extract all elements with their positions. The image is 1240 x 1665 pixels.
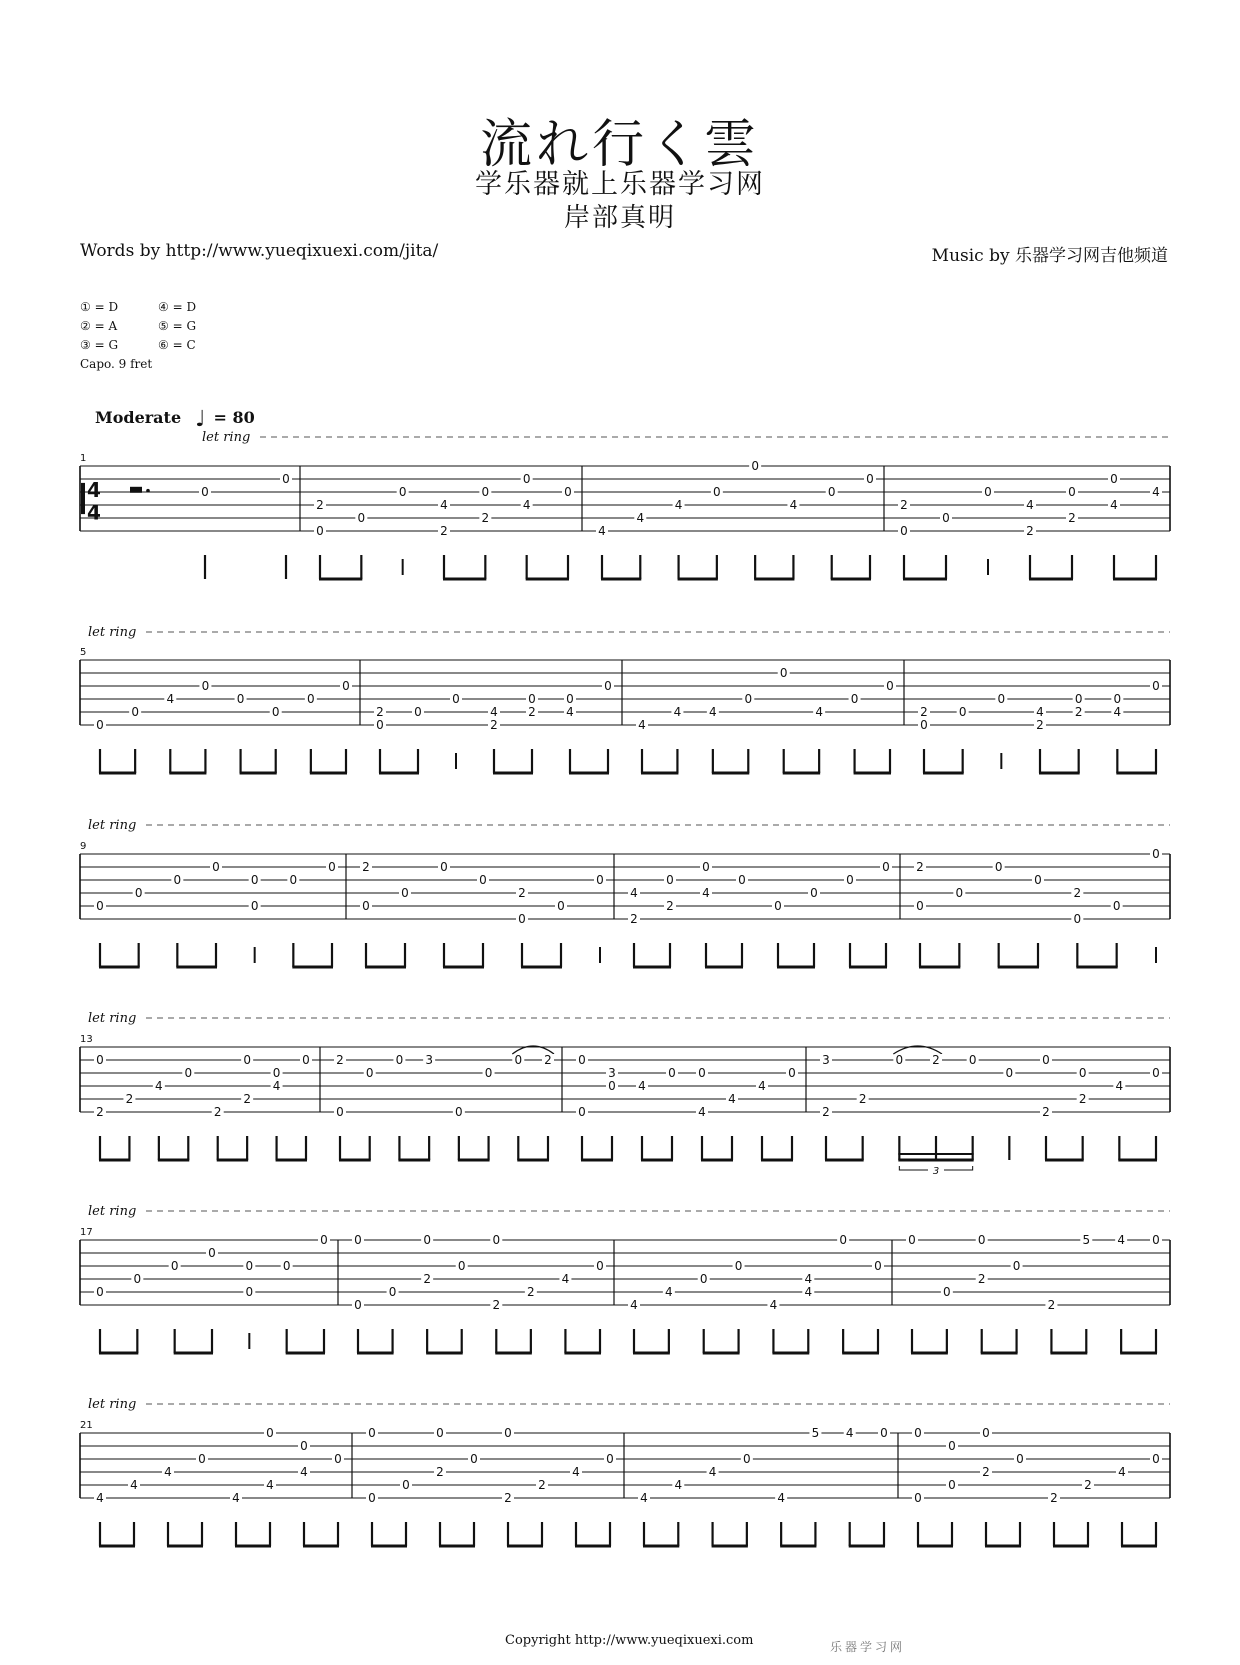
- fret-number: 0: [564, 485, 572, 499]
- fret-number: 0: [320, 1233, 328, 1247]
- words-credit: Words by http://www.yueqixuexi.com/jita/: [80, 241, 439, 261]
- fret-number: 0: [452, 692, 460, 706]
- fret-number: 2: [504, 1491, 512, 1505]
- fret-number: 2: [666, 899, 674, 913]
- fret-number: 0: [997, 692, 1006, 706]
- rest-dot: [146, 489, 150, 493]
- fret-number: 0: [734, 1259, 743, 1273]
- fret-number: 0: [914, 1491, 922, 1505]
- quarter-note-icon: ♩: [195, 406, 206, 432]
- fret-number: 0: [514, 1053, 523, 1067]
- fret-number: 0: [455, 1105, 463, 1119]
- fret-number: 0: [1042, 1053, 1050, 1067]
- fret-number: 0: [457, 1259, 466, 1273]
- fret-number: 0: [368, 1426, 376, 1440]
- fret-number: 2: [982, 1465, 990, 1479]
- fret-number: 0: [302, 1053, 310, 1067]
- fret-number: 0: [212, 860, 220, 874]
- let-ring-label: let ring: [88, 1397, 137, 1412]
- fret-number: 0: [578, 1053, 586, 1067]
- fret-number: 0: [668, 1066, 676, 1080]
- fret-number: 0: [354, 1233, 362, 1247]
- fret-number: 4: [630, 1298, 638, 1312]
- tuning-string-5: ⑤ = G: [158, 319, 197, 333]
- fret-number: 0: [596, 1259, 604, 1273]
- fret-number: 0: [948, 1439, 956, 1453]
- fret-number: 3: [608, 1066, 616, 1080]
- fret-number: 0: [1152, 1452, 1160, 1466]
- fret-number: 0: [738, 873, 746, 887]
- fret-number: 0: [779, 666, 788, 680]
- fret-number: 0: [578, 1105, 586, 1119]
- fret-number: 4: [673, 705, 682, 719]
- fret-number: 0: [300, 1439, 308, 1453]
- fret-number: 2: [490, 718, 498, 732]
- fret-number: 0: [368, 1491, 376, 1505]
- measure-number: 1: [80, 453, 87, 464]
- fret-number: 4: [636, 511, 645, 525]
- footer-watermark: 乐器学习网: [830, 1640, 906, 1654]
- fret-number: 0: [1152, 679, 1160, 693]
- triplet-number: 3: [932, 1166, 940, 1177]
- fret-number: 0: [266, 1426, 274, 1440]
- fret-number: 0: [282, 472, 290, 486]
- fret-number: 2: [1047, 1298, 1056, 1312]
- fret-number: 2: [362, 860, 370, 874]
- fret-number: 4: [130, 1478, 138, 1492]
- fret-number: 2: [1074, 705, 1083, 719]
- fret-number: 0: [436, 1426, 444, 1440]
- fret-number: 2: [376, 705, 384, 719]
- fret-number: 0: [272, 1066, 281, 1080]
- measure-number: 21: [80, 1420, 93, 1431]
- fret-number: 0: [402, 1478, 410, 1492]
- fret-number: 4: [598, 524, 606, 538]
- fret-number: 4: [674, 1478, 683, 1492]
- fret-number: 0: [1078, 1066, 1087, 1080]
- fret-number: 0: [1012, 1259, 1021, 1273]
- let-ring-label: let ring: [88, 1204, 137, 1219]
- fret-number: 0: [236, 692, 245, 706]
- let-ring-label: let ring: [88, 818, 137, 833]
- fret-number: 2: [96, 1105, 104, 1119]
- fret-number: 2: [213, 1105, 222, 1119]
- fret-number: 0: [481, 485, 490, 499]
- fret-number: 4: [815, 705, 823, 719]
- fret-number: 0: [504, 1426, 512, 1440]
- fret-number: 0: [484, 1066, 493, 1080]
- fret-number: 0: [170, 1259, 179, 1273]
- fret-number: 2: [822, 1105, 830, 1119]
- fret-number: 4: [698, 1105, 706, 1119]
- fret-number: 4: [1152, 485, 1160, 499]
- fret-number: 4: [155, 1079, 163, 1093]
- fret-number: 2: [538, 1478, 546, 1492]
- tuning-string-3: ③ = G: [80, 338, 119, 352]
- fret-number: 4: [272, 1079, 281, 1093]
- fret-number: 0: [328, 860, 336, 874]
- fret-number: 4: [777, 1491, 785, 1505]
- fret-number: 4: [166, 692, 175, 706]
- fret-number: 0: [492, 1233, 501, 1247]
- fret-number: 3: [822, 1053, 830, 1067]
- let-ring-label: let ring: [88, 1011, 137, 1026]
- fret-number: 4: [804, 1272, 813, 1286]
- fret-number: 2: [1073, 886, 1082, 900]
- fret-number: 4: [566, 705, 574, 719]
- fret-number: 0: [827, 485, 836, 499]
- fret-number: 0: [968, 1053, 977, 1067]
- fret-number: 4: [300, 1465, 308, 1479]
- fret-number: 4: [1115, 1079, 1124, 1093]
- fret-number: 2: [527, 1285, 535, 1299]
- fret-number: 0: [698, 1066, 706, 1080]
- fret-number: 4: [638, 718, 646, 732]
- fret-number: 4: [522, 498, 531, 512]
- fret-number: 2: [481, 511, 490, 525]
- fret-number: 2: [932, 1053, 940, 1067]
- fret-number: 0: [307, 692, 315, 706]
- fret-number: 0: [850, 692, 859, 706]
- fret-number: 0: [133, 1272, 142, 1286]
- fret-number: 2: [544, 1053, 552, 1067]
- half-rest: [130, 487, 142, 493]
- fret-number: 0: [282, 1259, 291, 1273]
- fret-number: 3: [425, 1053, 433, 1067]
- fret-number: 0: [362, 899, 370, 913]
- fret-number: 0: [365, 1066, 374, 1080]
- fret-number: 0: [596, 873, 604, 887]
- tuning-string-6: ⑥ = C: [158, 338, 196, 352]
- fret-number: 4: [638, 1079, 646, 1093]
- fret-number: 0: [96, 718, 104, 732]
- fret-number: 0: [398, 485, 407, 499]
- fret-number: 0: [423, 1233, 431, 1247]
- fret-number: 4: [440, 498, 448, 512]
- fret-number: 0: [131, 705, 139, 719]
- fret-number: 4: [804, 1285, 813, 1299]
- fret-number: 4: [702, 886, 710, 900]
- fret-number: 2: [1026, 524, 1034, 538]
- fret-number: 0: [743, 1452, 751, 1466]
- fret-number: 4: [630, 886, 638, 900]
- fret-number: 0: [96, 899, 104, 913]
- fret-number: 0: [316, 524, 324, 538]
- fret-number: 0: [566, 692, 574, 706]
- fret-number: 0: [201, 485, 209, 499]
- fret-number: 4: [665, 1285, 673, 1299]
- fret-number: 0: [908, 1233, 916, 1247]
- fret-number: 0: [1068, 485, 1076, 499]
- fret-number: 2: [1036, 718, 1044, 732]
- fret-number: 2: [900, 498, 908, 512]
- fret-number: 0: [984, 485, 992, 499]
- fret-number: 0: [401, 886, 409, 900]
- fret-number: 2: [1042, 1105, 1050, 1119]
- fret-number: 0: [994, 860, 1003, 874]
- time-sig-top: 4: [87, 478, 101, 503]
- fret-number: 0: [250, 899, 259, 913]
- fret-number: 2: [336, 1053, 344, 1067]
- fret-number: 4: [1118, 1465, 1126, 1479]
- song-title: 流れ行く雲: [479, 115, 760, 175]
- fret-number: 4: [96, 1491, 104, 1505]
- fret-number: 0: [895, 1053, 904, 1067]
- fret-number: 4: [758, 1079, 766, 1093]
- fret-number: 0: [1152, 1233, 1160, 1247]
- fret-number: 0: [336, 1105, 344, 1119]
- fret-number: 4: [708, 1465, 717, 1479]
- fret-number: 0: [699, 1272, 708, 1286]
- fret-number: 0: [271, 705, 280, 719]
- fret-number: 0: [1112, 899, 1121, 913]
- fret-number: 4: [1110, 498, 1118, 512]
- fret-number: 0: [528, 692, 536, 706]
- fret-number: 2: [977, 1272, 986, 1286]
- fret-number: 2: [243, 1092, 251, 1106]
- fret-number: 5: [811, 1426, 820, 1440]
- fret-number: 0: [955, 886, 964, 900]
- fret-number: 0: [914, 1426, 922, 1440]
- fret-number: 0: [839, 1233, 847, 1247]
- fret-number: 0: [518, 912, 526, 926]
- fret-number: 0: [942, 511, 950, 525]
- fret-number: 0: [702, 860, 710, 874]
- fret-number: 0: [604, 679, 612, 693]
- fret-number: 4: [572, 1465, 580, 1479]
- fret-number: 2: [920, 705, 928, 719]
- fret-number: 4: [789, 498, 798, 512]
- fret-number: 0: [874, 1259, 882, 1273]
- fret-number: 0: [886, 679, 894, 693]
- fret-number: 0: [916, 899, 924, 913]
- fret-number: 0: [334, 1452, 342, 1466]
- fret-number: 5: [1082, 1233, 1091, 1247]
- fret-number: 2: [630, 912, 638, 926]
- fret-number: 2: [1084, 1478, 1092, 1492]
- fret-number: 0: [479, 873, 487, 887]
- fret-number: 2: [316, 498, 324, 512]
- fret-number: 0: [846, 873, 854, 887]
- fret-number: 4: [164, 1465, 172, 1479]
- fret-number: 0: [414, 705, 422, 719]
- fret-number: 2: [125, 1092, 134, 1106]
- fret-number: 0: [982, 1426, 990, 1440]
- music-credit: Music by 乐器学习网吉他频道: [931, 246, 1168, 266]
- subtitle: 学乐器就上乐器学习网: [475, 169, 765, 200]
- measure-number: 9: [80, 841, 87, 852]
- fret-number: 4: [232, 1491, 240, 1505]
- fret-number: 0: [208, 1246, 216, 1260]
- capo-text: Capo. 9 fret: [80, 357, 153, 371]
- time-sig-bottom: 4: [87, 500, 101, 525]
- fret-number: 4: [640, 1491, 648, 1505]
- fret-number: 0: [866, 472, 874, 486]
- fret-number: 2: [916, 860, 924, 874]
- measure-number: 5: [80, 647, 87, 658]
- fret-number: 0: [522, 472, 531, 486]
- fret-number: 0: [1113, 692, 1122, 706]
- fret-number: 0: [666, 873, 674, 887]
- fret-number: 0: [376, 718, 384, 732]
- fret-number: 0: [880, 1426, 888, 1440]
- fret-number: 2: [440, 524, 448, 538]
- copyright: Copyright http://www.yueqixuexi.com: [505, 1633, 754, 1648]
- fret-number: 0: [440, 860, 448, 874]
- fret-number: 0: [245, 1259, 254, 1273]
- fret-number: 2: [492, 1298, 501, 1312]
- fret-number: 0: [184, 1066, 193, 1080]
- fret-number: 4: [490, 705, 498, 719]
- fret-number: 0: [1005, 1066, 1014, 1080]
- fret-number: 0: [1073, 912, 1082, 926]
- fret-number: 0: [977, 1233, 986, 1247]
- measure-number: 17: [80, 1227, 93, 1238]
- tuning-string-1: ① = D: [80, 300, 119, 314]
- fret-number: 0: [943, 1285, 951, 1299]
- fret-number: 0: [470, 1452, 478, 1466]
- let-ring-label: let ring: [88, 625, 137, 640]
- let-ring-label: let ring: [202, 430, 251, 445]
- fret-number: 0: [810, 886, 818, 900]
- fret-number: 2: [423, 1272, 431, 1286]
- tuning-string-4: ④ = D: [158, 300, 197, 314]
- fret-number: 4: [1117, 1233, 1125, 1247]
- fret-number: 2: [528, 705, 536, 719]
- fret-number: 0: [948, 1478, 956, 1492]
- fret-number: 0: [245, 1285, 254, 1299]
- fret-number: 0: [173, 873, 182, 887]
- fret-number: 0: [882, 860, 890, 874]
- fret-number: 0: [1016, 1452, 1024, 1466]
- fret-number: 2: [518, 886, 526, 900]
- fret-number: 2: [1050, 1491, 1058, 1505]
- fret-number: 0: [289, 873, 298, 887]
- fret-number: 0: [788, 1066, 796, 1080]
- fret-number: 0: [354, 1298, 362, 1312]
- fret-number: 0: [395, 1053, 404, 1067]
- fret-number: 4: [1113, 705, 1122, 719]
- fret-number: 2: [858, 1092, 867, 1106]
- fret-number: 0: [201, 679, 210, 693]
- fret-number: 2: [436, 1465, 444, 1479]
- fret-number: 4: [709, 705, 717, 719]
- fret-number: 0: [713, 485, 721, 499]
- fret-number: 0: [744, 692, 753, 706]
- fret-number: 0: [920, 718, 928, 732]
- fret-number: 4: [1026, 498, 1034, 512]
- fret-number: 0: [134, 886, 143, 900]
- fret-number: 0: [774, 899, 782, 913]
- fret-number: 0: [1110, 472, 1118, 486]
- fret-number: 0: [342, 679, 350, 693]
- fret-number: 0: [1152, 1066, 1160, 1080]
- fret-number: 0: [958, 705, 967, 719]
- fret-number: 0: [900, 524, 908, 538]
- tempo-text: Moderate: [95, 408, 182, 427]
- fret-number: 0: [96, 1285, 104, 1299]
- measure-number: 13: [80, 1034, 93, 1045]
- fret-number: 4: [674, 498, 683, 512]
- tempo-bpm: = 80: [213, 408, 255, 427]
- fret-number: 0: [1152, 847, 1160, 861]
- fret-number: 0: [606, 1452, 614, 1466]
- fret-number: 0: [243, 1053, 251, 1067]
- fret-number: 0: [357, 511, 366, 525]
- fret-number: 4: [769, 1298, 778, 1312]
- composer: 岸部真明: [563, 203, 676, 233]
- fret-number: 0: [96, 1053, 104, 1067]
- fret-number: 0: [388, 1285, 397, 1299]
- tuning-string-2: ② = A: [80, 319, 118, 333]
- fret-number: 2: [1078, 1092, 1087, 1106]
- fret-number: 0: [557, 899, 565, 913]
- fret-number: 4: [845, 1426, 854, 1440]
- fret-number: 0: [1074, 692, 1083, 706]
- fret-number: 0: [751, 459, 759, 473]
- fret-number: 2: [1068, 511, 1076, 525]
- bracket-mark: [81, 483, 85, 514]
- fret-number: 0: [198, 1452, 206, 1466]
- fret-number: 0: [608, 1079, 616, 1093]
- fret-number: 4: [1036, 705, 1044, 719]
- fret-number: 4: [561, 1272, 570, 1286]
- fret-number: 4: [266, 1478, 274, 1492]
- fret-number: 4: [728, 1092, 736, 1106]
- fret-number: 0: [250, 873, 259, 887]
- fret-number: 0: [1034, 873, 1042, 887]
